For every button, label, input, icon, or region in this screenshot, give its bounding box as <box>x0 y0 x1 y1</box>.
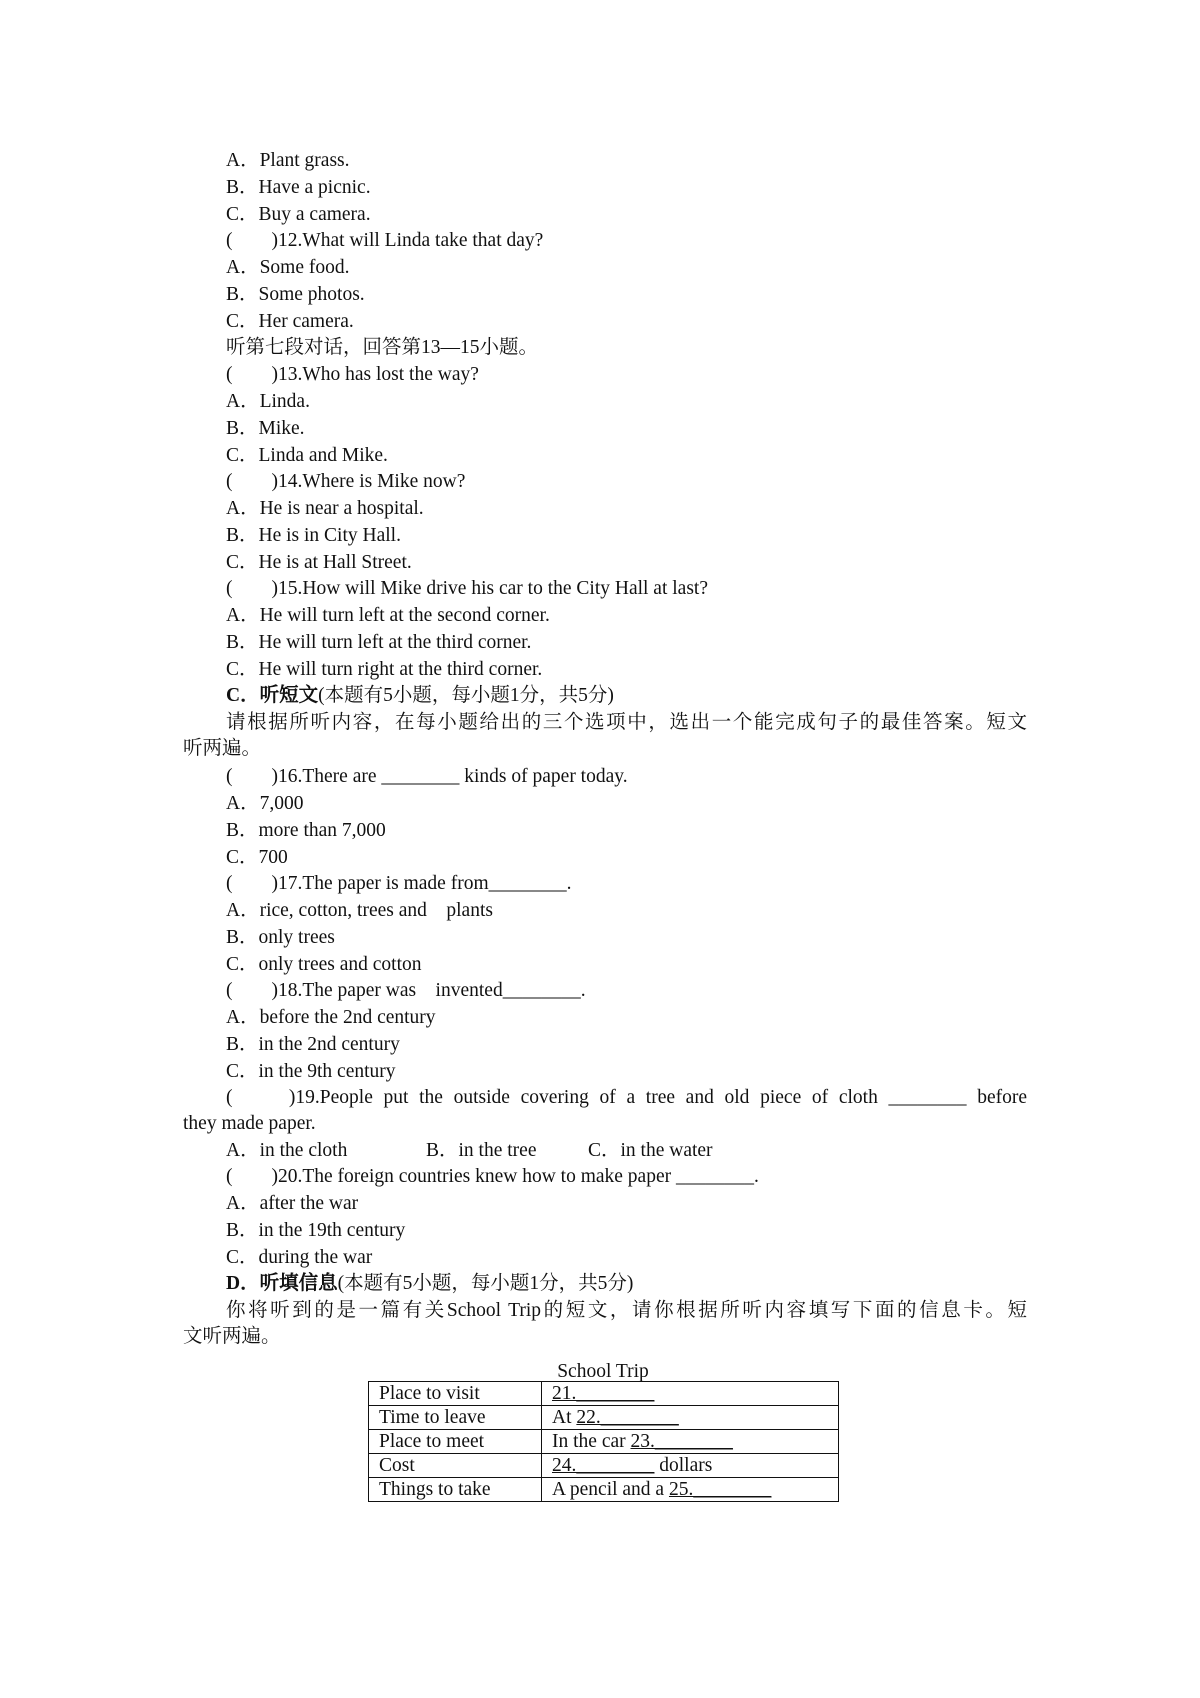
q14-option-a: A．He is near a hospital. <box>226 498 424 519</box>
q20-option-c: C．during the war <box>226 1247 373 1268</box>
row-value <box>542 1430 839 1454</box>
row-value <box>542 1478 839 1502</box>
row-value <box>542 1454 839 1478</box>
q11-option-a: A．Plant grass. <box>226 150 350 171</box>
section-d-instructions <box>183 1298 1027 1350</box>
answer-blank-23[interactable]: 23.________ <box>630 1430 733 1452</box>
q12-option-a: A．Some food. <box>226 257 350 278</box>
q15-option-a: A．He will turn left at the second corner. <box>226 605 550 626</box>
q14-stem: ( )14.Where is Mike now? <box>226 471 466 492</box>
q15-option-b: B．He will turn left at the third corner. <box>226 632 532 653</box>
q20-stem: ( )20.The foreign countries knew how to make paper ________. <box>226 1166 759 1187</box>
q15-stem: ( )15.How will Mike drive his car to the City Hall at last? <box>226 578 708 599</box>
q17-option-c: C．only trees and cotton <box>226 954 422 975</box>
q19-stem <box>183 1085 1027 1137</box>
q15-option-c: C．He will turn right at the third corner. <box>226 659 543 680</box>
q17-stem: ( )17.The paper is made from________. <box>226 873 572 894</box>
school-trip-info-table <box>368 1381 839 1502</box>
q18-option-c: C．in the 9th century <box>226 1061 396 1082</box>
q16-stem: ( )16.There are ________ kinds of paper today. <box>226 766 628 787</box>
row-label: Place to visit <box>369 1382 542 1406</box>
value-prefix: In the car <box>552 1430 631 1452</box>
answer-blank-24[interactable]: 24.________ <box>552 1454 655 1476</box>
section-c-instructions <box>183 710 1027 762</box>
q18-option-b: B．in the 2nd century <box>226 1034 400 1055</box>
q16-option-a: A．7,000 <box>226 793 304 814</box>
row-label: Place to meet <box>369 1430 542 1454</box>
q19-option-a: A．in the cloth <box>226 1140 348 1161</box>
section-c-instructions-line1: 请根据所听内容，在每小题给出的三个选项中，选出一个能完成句子的最佳答案。短文 <box>226 712 1027 733</box>
q19-option-c: C．in the water <box>588 1140 713 1161</box>
q19-options <box>226 1138 713 1164</box>
section-c-heading <box>226 683 614 709</box>
section-c-label: C．听短文 <box>226 685 319 706</box>
table-row <box>369 1382 839 1406</box>
q14-option-b: B．He is in City Hall. <box>226 525 401 546</box>
dialogue7-intro: 听第七段对话，回答第13—15小题。 <box>226 337 539 358</box>
q11-option-c: C．Buy a camera. <box>226 204 371 225</box>
value-prefix: A pencil and a <box>552 1478 669 1500</box>
section-c-instructions-line2: 听两遍。 <box>183 738 262 759</box>
q16-option-c: C．700 <box>226 847 288 868</box>
q14-option-c: C．He is at Hall Street. <box>226 552 412 573</box>
q13-stem: ( )13.Who has lost the way? <box>226 364 479 385</box>
answer-blank-21[interactable]: 21.________ <box>552 1382 655 1404</box>
answer-blank-25[interactable]: 25.________ <box>668 1478 772 1500</box>
q17-option-b: B．only trees <box>226 927 335 948</box>
section-d-label: D．听填信息 <box>226 1273 338 1294</box>
row-value <box>542 1382 839 1406</box>
q12-option-c: C．Her camera. <box>226 311 354 332</box>
section-d-heading <box>226 1271 633 1297</box>
q20-option-a: A．after the war <box>226 1193 359 1214</box>
value-prefix: At <box>552 1406 577 1428</box>
table-row <box>369 1430 839 1454</box>
table-row <box>369 1454 839 1478</box>
q20-option-b: B．in the 19th century <box>226 1220 406 1241</box>
q13-option-b: B．Mike. <box>226 418 305 439</box>
q12-stem: ( )12.What will Linda take that day? <box>226 230 544 251</box>
row-value <box>542 1406 839 1430</box>
row-label: Things to take <box>369 1478 542 1502</box>
q13-option-a: A．Linda. <box>226 391 310 412</box>
q19-option-b: B．in the tree <box>426 1140 537 1161</box>
info-table-title: School Trip <box>557 1361 649 1382</box>
q11-option-b: B．Have a picnic. <box>226 177 371 198</box>
value-suffix: dollars <box>654 1454 713 1476</box>
q13-option-c: C．Linda and Mike. <box>226 445 388 466</box>
q18-stem: ( )18.The paper was invented________. <box>226 980 586 1001</box>
answer-blank-22[interactable]: 22.________ <box>576 1406 679 1428</box>
table-row <box>369 1406 839 1430</box>
section-d-instructions-line2: 文听两遍。 <box>183 1326 281 1347</box>
row-label: Time to leave <box>369 1406 542 1430</box>
q17-option-a: A．rice, cotton, trees and plants <box>226 900 493 921</box>
q19-stem-line2: they made paper. <box>183 1113 316 1134</box>
section-d-instructions-line1: 你将听到的是一篇有关School Trip的短文，请你根据所听内容填写下面的信息卡。短 <box>226 1300 1027 1321</box>
q18-option-a: A．before the 2nd century <box>226 1007 436 1028</box>
section-c-note: (本题有5小题，每小题1分，共5分) <box>318 685 614 706</box>
q16-option-b: B．more than 7,000 <box>226 820 386 841</box>
q12-option-b: B．Some photos. <box>226 284 365 305</box>
table-row <box>369 1478 839 1502</box>
q19-stem-line1: ( )19.People put the outside covering of a tree and old piece of cloth ________ before <box>226 1087 1027 1108</box>
section-d-note: (本题有5小题，每小题1分，共5分) <box>337 1273 634 1294</box>
row-label: Cost <box>369 1454 542 1478</box>
